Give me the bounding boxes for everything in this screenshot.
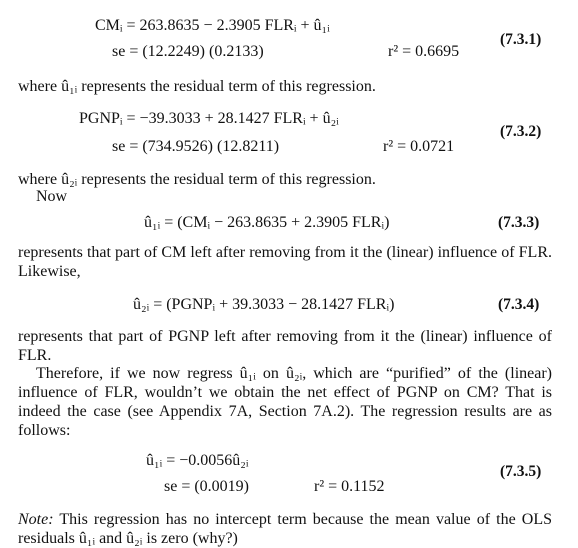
eq-7-3-1-se: se = (12.2249) (0.2133)	[112, 43, 264, 60]
eq-7-3-5-line1: û₁ᵢ = −0.0056û₂ᵢ	[146, 452, 249, 469]
eq-7-3-2-se: se = (734.9526) (12.8211)	[112, 138, 280, 155]
now-text: Now	[36, 188, 68, 205]
eq-7-3-1-line1: CMᵢ = 263.8635 − 2.3905 FLRᵢ + û₁ᵢ	[95, 17, 330, 34]
note-paragraph	[18, 510, 552, 548]
eq-7-3-5-se: se = (0.0019)	[164, 478, 250, 495]
paragraph-therefore: Therefore, if we now regress û₁ᵢ on û₂ᵢ, which are “purified” of the (linear) influence of FLR, wouldn’t we obtain the net effect of PGNP on CM? That is indeed the case (see Appendix 7A, Section 7A.2). The regression results are as follows:	[18, 365, 552, 439]
note-body: This regression has no intercept term because the mean value of the OLS residuals û₁ᵢ and û₂ᵢ is zero (why?)	[18, 511, 552, 547]
residual-note-2: where û₂ᵢ represents the residual term of this regression.	[18, 171, 376, 188]
eq-7-3-5-r2: r² = 0.1152	[314, 478, 385, 495]
note-label: Note:	[18, 511, 54, 528]
residual-note-1: where û₁ᵢ represents the residual term of this regression.	[18, 78, 376, 95]
paragraph-cm-part: represents that part of CM left after removing from it the (linear) influence of FLR. Likewise,	[18, 244, 552, 280]
eq-7-3-3: û₁ᵢ = (CMᵢ − 263.8635 + 2.3905 FLRᵢ)	[144, 214, 390, 231]
eq-7-3-2-r2: r² = 0.0721	[383, 138, 455, 155]
eq-7-3-1-r2: r² = 0.6695	[388, 43, 460, 60]
eq-number-7-3-2: (7.3.2)	[500, 123, 542, 140]
eq-number-7-3-3: (7.3.3)	[498, 214, 540, 231]
eq-number-7-3-1: (7.3.1)	[500, 31, 542, 48]
eq-7-3-4: û₂ᵢ = (PGNPᵢ + 39.3033 − 28.1427 FLRᵢ)	[133, 296, 395, 313]
paragraph-pgnp-part: represents that part of PGNP left after removing from it the (linear) influence of FLR.	[18, 328, 552, 364]
eq-number-7-3-5: (7.3.5)	[500, 463, 542, 480]
eq-7-3-2-line1: PGNPᵢ = −39.3033 + 28.1427 FLRᵢ + û₂ᵢ	[79, 110, 339, 127]
eq-number-7-3-4: (7.3.4)	[498, 296, 540, 313]
